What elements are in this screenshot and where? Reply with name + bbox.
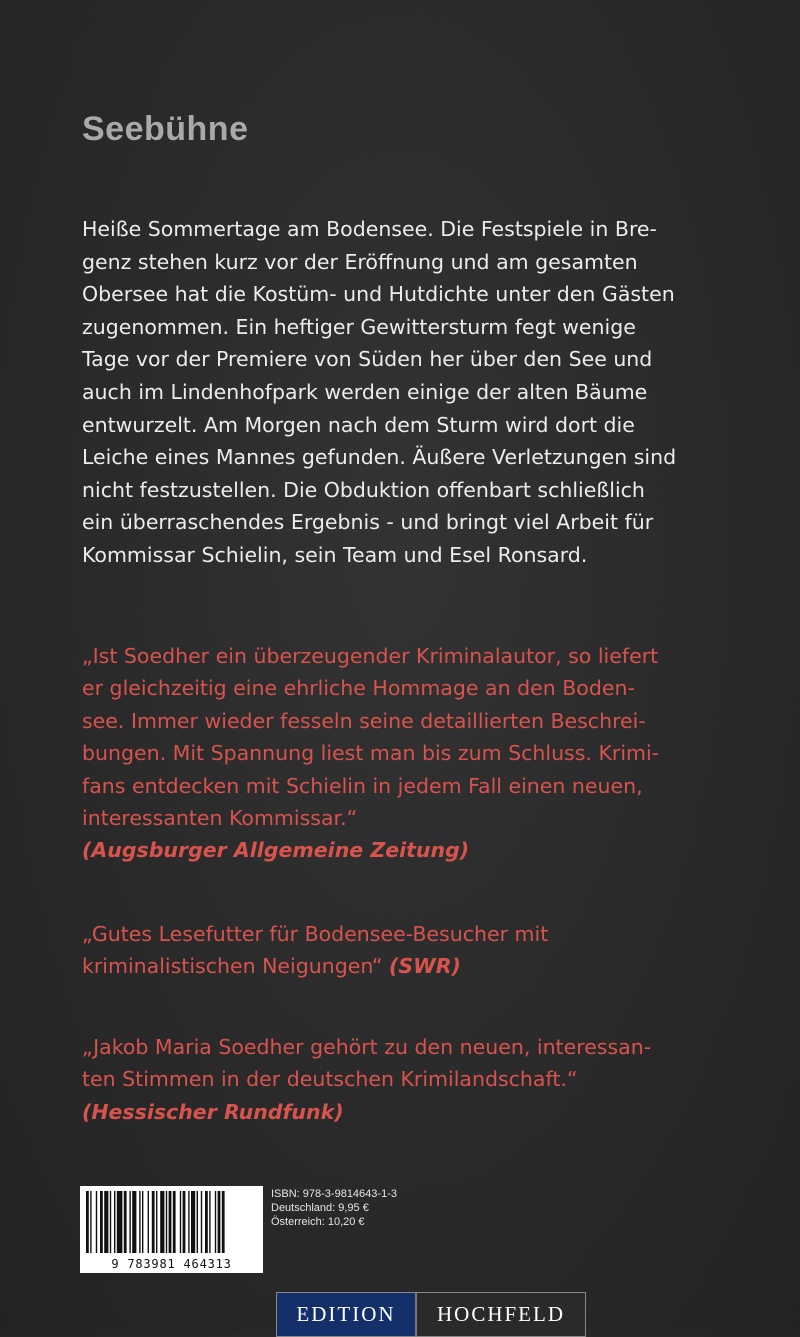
- blurb-line: auch im Lindenhofpark werden einige der alten Bäume: [82, 379, 648, 404]
- blurb-line: zugenommen. Ein heftiger Gewittersturm fegt wenige: [82, 314, 636, 339]
- barcode-bar: [114, 1191, 115, 1253]
- barcode-bar: [169, 1191, 172, 1253]
- barcode-bar: [96, 1191, 97, 1253]
- blurb-line: Kommissar Schielin, sein Team und Esel Ronsard.: [82, 542, 588, 567]
- quote-line: „Gutes Lesefutter für Bodensee-Besucher mit: [82, 922, 549, 946]
- quote-line-with-source: [82, 950, 732, 982]
- quote-line: „Ist Soedher ein überzeugender Kriminalautor, so liefert: [82, 644, 659, 668]
- barcode-bar: [90, 1191, 91, 1253]
- blurb-line: Tage vor der Premiere von Süden her über den See und: [82, 347, 653, 372]
- barcode-bar: [222, 1191, 225, 1253]
- price-austria: Österreich: 10,20 €: [271, 1216, 365, 1228]
- barcode-bar: [205, 1191, 208, 1253]
- book-title: Seebühne: [82, 110, 249, 148]
- barcode-bar: [117, 1191, 123, 1253]
- barcode-bar: [191, 1191, 195, 1253]
- review-quote-augsburger: [82, 640, 732, 867]
- blurb-line: Obersee hat die Kostüm- und Hutdichte unter den Gästen: [82, 282, 675, 307]
- barcode-bar: [139, 1191, 140, 1253]
- barcode-bar: [110, 1191, 111, 1253]
- barcode-bar: [166, 1191, 167, 1253]
- isbn-number: ISBN: 978-3-9814643-1-3: [271, 1188, 397, 1200]
- barcode-bar: [124, 1191, 127, 1253]
- blurb-line: genz stehen kurz vor der Eröffnung und am gesamten: [82, 249, 638, 274]
- publisher-logo: [276, 1292, 586, 1337]
- blurb-line: ein überraschendes Ergebnis - und bringt viel Arbeit für: [82, 510, 654, 535]
- barcode-bar: [209, 1191, 210, 1253]
- publisher-logo-left: EDITION: [277, 1293, 415, 1336]
- barcode-bar: [142, 1191, 143, 1253]
- quote-line: „Jakob Maria Soedher gehört zu den neuen, interessan-: [82, 1035, 652, 1059]
- barcode-digits: 9 783981 464313: [111, 1257, 232, 1271]
- quote-line: see. Immer wieder fesseln seine detaillierten Beschrei-: [82, 708, 646, 733]
- barcode-bar: [201, 1191, 202, 1253]
- barcode-bars: [86, 1191, 257, 1253]
- quote-line: interessanten Kommissar.“: [82, 806, 358, 831]
- barcode-bar: [218, 1191, 221, 1253]
- barcode-bar: [215, 1191, 216, 1253]
- barcode-bar: [152, 1191, 155, 1253]
- blurb-line: entwurzelt. Am Morgen nach dem Sturm wird dort die: [82, 412, 635, 437]
- review-quote-hessischer-rundfunk: [82, 1031, 732, 1128]
- blurb-line: Heiße Sommertage am Bodensee. Die Festspiele in Bre-: [82, 217, 657, 241]
- publisher-logo-right: HOCHFELD: [415, 1293, 585, 1336]
- quote-line: bungen. Mit Spannung liest man bis zum Schluss. Krimi-: [82, 741, 660, 766]
- isbn-barcode: [80, 1186, 263, 1273]
- barcode-bar: [197, 1191, 198, 1253]
- price-germany: Deutschland: 9,95 €: [271, 1202, 369, 1214]
- barcode-bar: [180, 1191, 181, 1253]
- quote-source: (SWR): [389, 954, 461, 979]
- barcode-bar: [160, 1191, 164, 1253]
- barcode-bar: [100, 1191, 103, 1253]
- barcode-bar: [148, 1191, 149, 1253]
- quote-line: fans entdecken mit Schielin in jedem Fall einen neuen,: [82, 773, 643, 798]
- blurb-line: nicht festzustellen. Die Obduktion offenbart schließlich: [82, 477, 645, 502]
- barcode-bar: [132, 1191, 136, 1253]
- quote-line: er gleichzeitig eine ehrliche Hommage an den Boden-: [82, 676, 635, 701]
- quote-source: (Augsburger Allgemeine Zeitung): [82, 838, 470, 863]
- quote-line: kriminalistischen Neigungen“: [82, 954, 383, 979]
- book-blurb: [82, 213, 722, 572]
- barcode-bar: [183, 1191, 186, 1253]
- barcode-bar: [129, 1191, 130, 1253]
- review-quote-swr: [82, 918, 732, 983]
- blurb-line: Leiche eines Mannes gefunden. Äußere Verletzungen sind: [82, 445, 677, 470]
- barcode-bar: [156, 1191, 157, 1253]
- barcode-bar: [86, 1191, 89, 1253]
- barcode-bar: [173, 1191, 176, 1253]
- quote-line: ten Stimmen in der deutschen Krimilandschaft.“: [82, 1067, 578, 1092]
- barcode-bar: [104, 1191, 108, 1253]
- isbn-price-info: [271, 1187, 397, 1229]
- barcode-bar: [188, 1191, 189, 1253]
- quote-source: (Hessischer Rundfunk): [82, 1099, 344, 1124]
